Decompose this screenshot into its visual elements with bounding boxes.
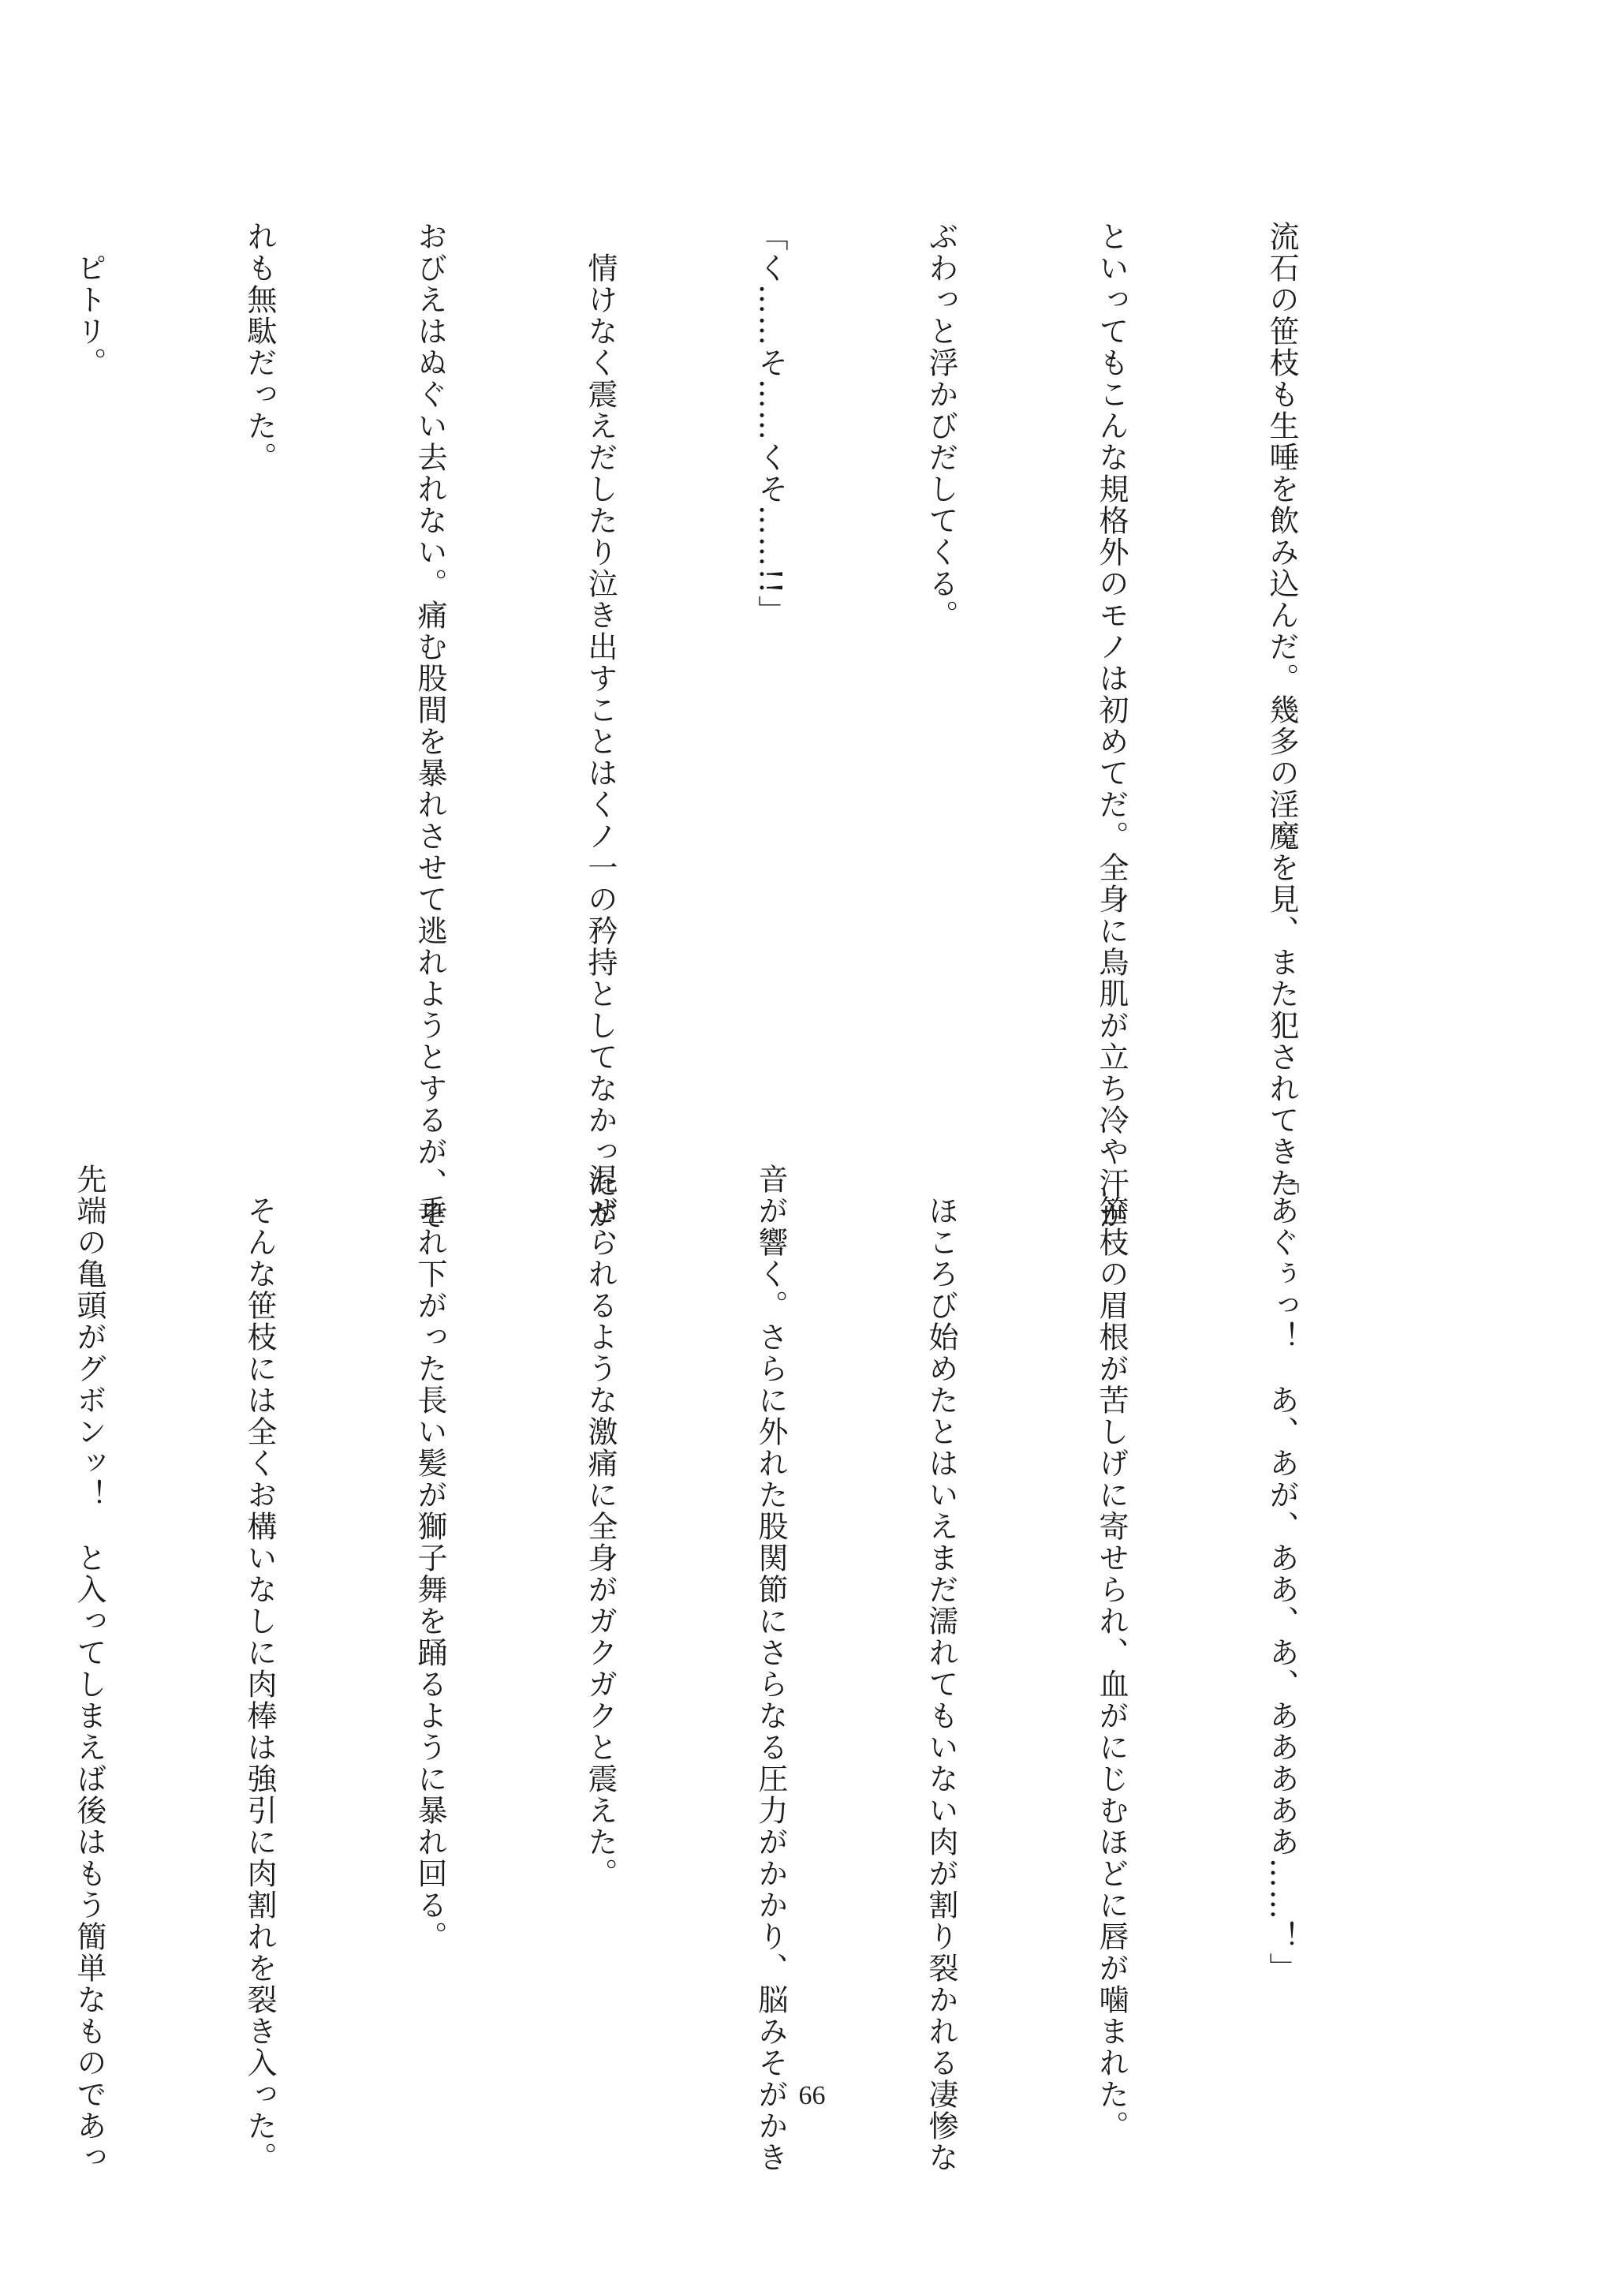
text-line: れも無駄だった。 xyxy=(242,221,277,473)
text-line: 「く……そ……くそ……!!」 xyxy=(753,221,788,627)
text-line: 情けなく震えだしたり泣き出すことはくノ一の矜持としてなかったが、 xyxy=(583,221,618,1262)
text-line: 音が響く。さらに外れた股関節にさらなる圧力がかかり、脳みそがかき xyxy=(753,1164,788,2173)
text-line: 混ぜられるような激痛に全身がガクガクと震えた。 xyxy=(583,1164,618,1889)
text-line: そんな笹枝には全くお構いなしに肉棒は強引に肉割れを裂き入った。 xyxy=(242,1164,277,2173)
text-line: おびえはぬぐい去れない。痛む股間を暴れさせて逃れようとするが、そ xyxy=(413,221,447,1231)
text-line: 垂れ下がった長い髪が獅子舞を踊るように暴れ回る。 xyxy=(413,1164,447,1952)
page-number: 66 xyxy=(798,2081,826,2110)
text-line: ぶわっと浮かびだしてくる。 xyxy=(924,221,958,631)
upper-text-block xyxy=(72,221,1424,1262)
text-line: 流石の笹枝も生唾を飲み込んだ。幾多の淫魔を見、また犯されてきた xyxy=(1264,221,1299,1199)
text-line: 先端の亀頭がグボンッ！ と入ってしまえば後はもう簡単なものであっ xyxy=(72,1164,106,2173)
text-line: ピトリ。 xyxy=(72,221,106,379)
text-line: 「あぐぅっ！ あ、あが、ああ、あ、あああああ……！」 xyxy=(1264,1164,1299,1984)
text-line: ほころび始めたとはいえまだ濡れてもいない肉が割り裂かれる凄惨な xyxy=(924,1164,958,2173)
text-line: 笹枝の眉根が苦しげに寄せられ、血がにじむほどに唇が噛まれた。 xyxy=(1094,1164,1129,2142)
text-line: といってもこんな規格外のモノは初めてだ。全身に鳥肌が立ち冷や汗が xyxy=(1094,221,1129,1231)
